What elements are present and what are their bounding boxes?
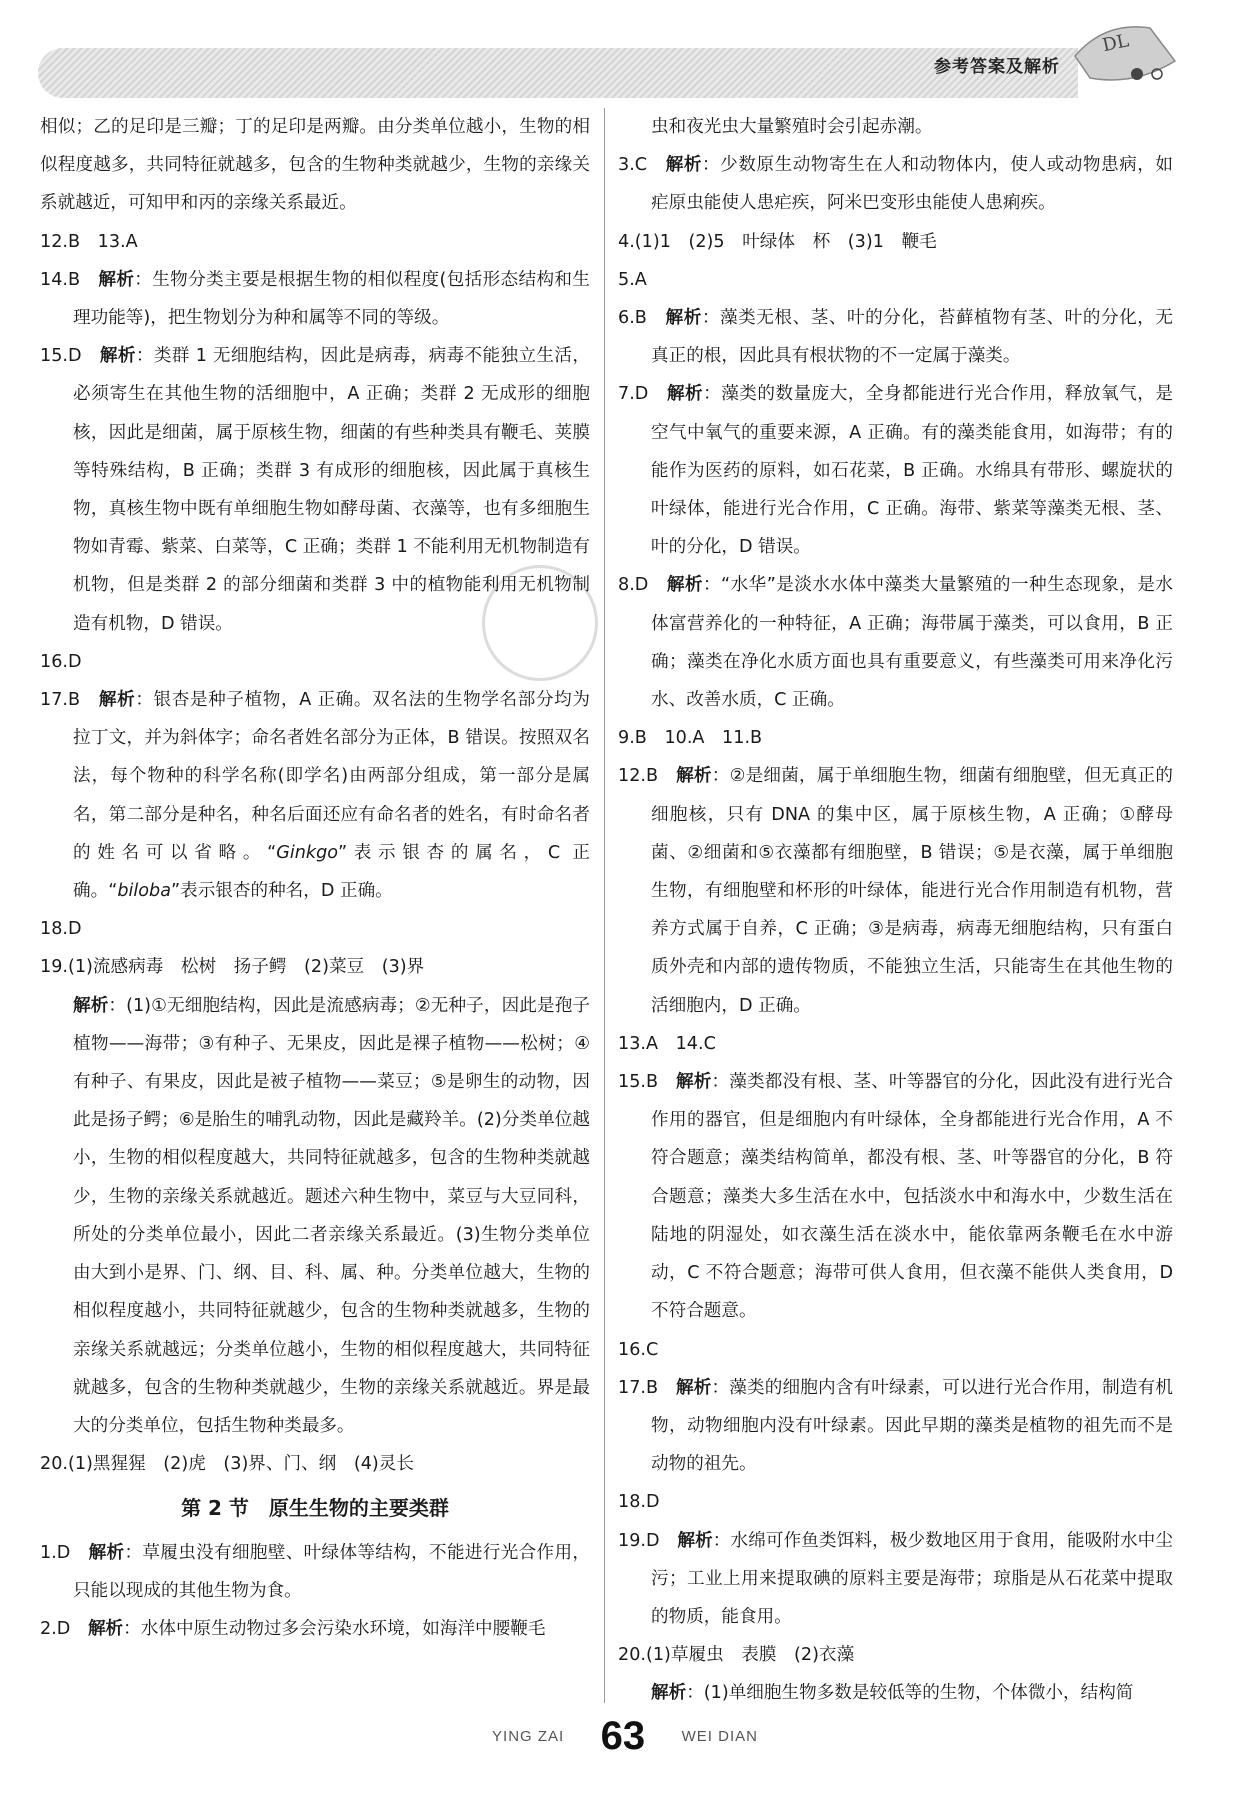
- answer-17-right: 17.B 解析：藻类的细胞内含有叶绿素，可以进行光合作用，制造有机物，动物细胞内没有叶绿素。因此早期的藻类是植物的祖先而不是动物的祖先。: [618, 1377, 1173, 1475]
- answer-15: 15.D 解析：类群 1 无细胞结构，因此是病毒，病毒不能独立生活，必须寄生在其他生物的活细胞中，A 正确；类群 2 无成形的细胞核，因此是细菌，属于原核生物，细菌的有些种类具有鞭毛、荚膜等特殊结构，B 正确；类群 3 有成形的细胞核，因此属于真核生物，真核生物中既有单细胞生物如酵母菌、衣藻等，也有多细胞生物如青霉、紫菜、白菜等，C 正确；类群 1 不能利用无机物制造有机物，但是类群 2 的部分细菌和类群 3 中的植物能利用无机物制造有机物，D 错误。: [40, 346, 590, 634]
- footer-right-label: WEI DIAN: [681, 1728, 758, 1745]
- answer-18-right: 18.D: [618, 1492, 660, 1513]
- answer-5: 5.A: [618, 269, 647, 290]
- logo-badge: [1065, 16, 1185, 91]
- section-answer-2: 2.D 解析：水体中原生动物过多会污染水环境，如海洋中腰鞭毛: [40, 1618, 546, 1639]
- logo-text: DL: [1100, 30, 1131, 57]
- left-column: [40, 108, 590, 1648]
- answer-13-14: 13.A 14.C: [618, 1033, 716, 1054]
- answer-15-right: 15.B 解析：藻类都没有根、茎、叶等器官的分化，因此没有进行光合作用的器官，但是细胞内有叶绿体，全身都能进行光合作用，A 不符合题意；藻类结构简单，都没有根、茎、叶等器官的分化，B 符合题意；藻类大多生活在水中，包括淡水中和海水中，少数生活在陆地的阴湿处，如衣藻生活在淡水中，能依靠两条鞭毛在水中游动，C 不符合题意；海带可供人食用，但衣藻不能供人类食用，D 不符合题意。: [618, 1072, 1173, 1322]
- page-number: 63: [600, 1714, 646, 1758]
- answer-16: 16.D: [40, 651, 82, 672]
- answer-16-right: 16.C: [618, 1339, 659, 1360]
- answer-19-analysis: 解析：(1)①无细胞结构，因此是流感病毒；②无种子，因此是孢子植物——海带；③有种子、无果皮，因此是裸子植物——松树；④有种子、有果皮，因此是被子植物——菜豆；⑤是卵生的动物，因此是扬子鳄；⑥是胎生的哺乳动物，因此是藏羚羊。(2)分类单位越小，生物的相似程度越大，共同特征就越多，包含的生物种类就越少，生物的亲缘关系就越近。题述六种生物中，菜豆与大豆同科，所处的分类单位最小，因此二者亲缘关系最近。(3)生物分类单位由大到小是界、门、纲、目、科、属、种。分类单位越大，生物的相似程度越小，共同特征就越少，包含的生物种类就越多，生物的亲缘关系就越远；分类单位越小，生物的相似程度越大，共同特征就越多，包含的生物种类就越少，生物的亲缘关系就越近。界是最大的分类单位，包括生物种类最多。: [73, 995, 590, 1436]
- answer-20: 20.(1)黑猩猩 (2)虎 (3)界、门、纲 (4)灵长: [40, 1454, 414, 1475]
- answer-18: 18.D: [40, 919, 82, 940]
- footer-left-label: YING ZAI: [492, 1728, 565, 1745]
- answer-19: 19.(1)流感病毒 松树 扬子鳄 (2)菜豆 (3)界: [40, 957, 425, 978]
- answer-20-right: 20.(1)草履虫 表膜 (2)衣藻: [618, 1645, 855, 1666]
- section-answer-1: 1.D 解析：草履虫没有细胞壁、叶绿体等结构，不能进行光合作用，只能以现成的其他生物为食。: [40, 1542, 590, 1601]
- logo-dot-icon: [1131, 68, 1143, 80]
- answer-3: 3.C 解析：少数原生动物寄生在人和动物体内，使人或动物患病，如疟原虫能使人患疟疾，阿米巴变形虫能使人患痢疾。: [618, 155, 1173, 214]
- header-band: [38, 48, 1078, 98]
- right-column: [618, 108, 1173, 1713]
- answer-14: 14.B 解析：生物分类主要是根据生物的相似程度(包括形态结构和生理功能等)，把生物划分为种和属等不同的等级。: [40, 269, 590, 329]
- answer-8: 8.D 解析：“水华”是淡水水体中藻类大量繁殖的一种生态现象，是水体富营养化的一种特征，A 正确；海带属于藻类，可以食用，B 正确；藻类在净化水质方面也具有重要意义，有些藻类可用来净化污水、改善水质，C 正确。: [618, 575, 1173, 711]
- answer-12-13: 12.B 13.A: [40, 231, 138, 252]
- answer-7: 7.D 解析：藻类的数量庞大，全身都能进行光合作用，释放氧气，是空气中氧气的重要来源，A 正确。有的藻类能食用，如海带；有的能作为医药的原料，如石花菜，B 正确。水绵具有带形、螺旋状的叶绿体，能进行光合作用，C 正确。海带、紫菜等藻类无根、茎、叶的分化，D 错误。: [618, 384, 1173, 558]
- answer-6: 6.B 解析：藻类无根、茎、叶的分化，苔藓植物有茎、叶的分化，无真正的根，因此具有根状物的不一定属于藻类。: [618, 308, 1173, 367]
- answer-2-continuation: 虫和夜光虫大量繁殖时会引起赤潮。: [651, 117, 933, 137]
- answer-12: 12.B 解析：②是细菌，属于单细胞生物，细菌有细胞壁，但无真正的细胞核，只有 DNA 的集中区，属于原核生物，A 正确；①酵母菌、②细菌和⑤衣藻都有细胞壁，B 错误；⑤是衣藻，属于单细胞生物，有细胞壁和杯形的叶绿体，能进行光合作用制造有机物，营养方式属于自养，C 正确；③是病毒，病毒无细胞结构，只有蛋白质外壳和内部的遗传物质，不能独立生活，只能寄生在其他生物的活细胞内，D 正确。: [618, 766, 1173, 1016]
- answer-19-right: 19.D 解析：水绵可作鱼类饵料，极少数地区用于食用，能吸附水中尘污；工业上用来提取碘的原料主要是海带；琼脂是从石花菜中提取的物质，能食用。: [618, 1530, 1173, 1627]
- section-title: 第 2 节 原生生物的主要类群: [181, 1496, 449, 1521]
- answer-20-analysis: 解析：(1)单细胞生物多数是较低等的生物，个体微小，结构简: [651, 1683, 1134, 1704]
- footer: [0, 1714, 1250, 1759]
- answer-17: 17.B 解析：银杏是种子植物，A 正确。双名法的生物学名部分均为拉丁文，并为斜体字；命名者姓名部分为正体，B 错误。按照双名法，每个物种的科学名称(即学名)由两部分组成，第一部分是属名，第二部分是种名，种名后面还应有命名者的姓名，有时命名者的姓名可以省略。“Ginkgo”表示银杏的属名，C 正确。“biloba”表示银杏的种名，D 正确。: [40, 690, 590, 902]
- answer-continuation: 相似；乙的足印是三瓣；丁的足印是两瓣。由分类单位越小，生物的相似程度越多，共同特征就越多，包含的生物种类就越少，生物的亲缘关系就越近，可知甲和丙的亲缘关系最近。: [40, 117, 590, 214]
- answer-4: 4.(1)1 (2)5 叶绿体 杯 (3)1 鞭毛: [618, 231, 937, 252]
- answer-9-11: 9.B 10.A 11.B: [618, 728, 763, 749]
- column-divider: [604, 108, 605, 1703]
- header-title: 参考答案及解析: [934, 57, 1060, 77]
